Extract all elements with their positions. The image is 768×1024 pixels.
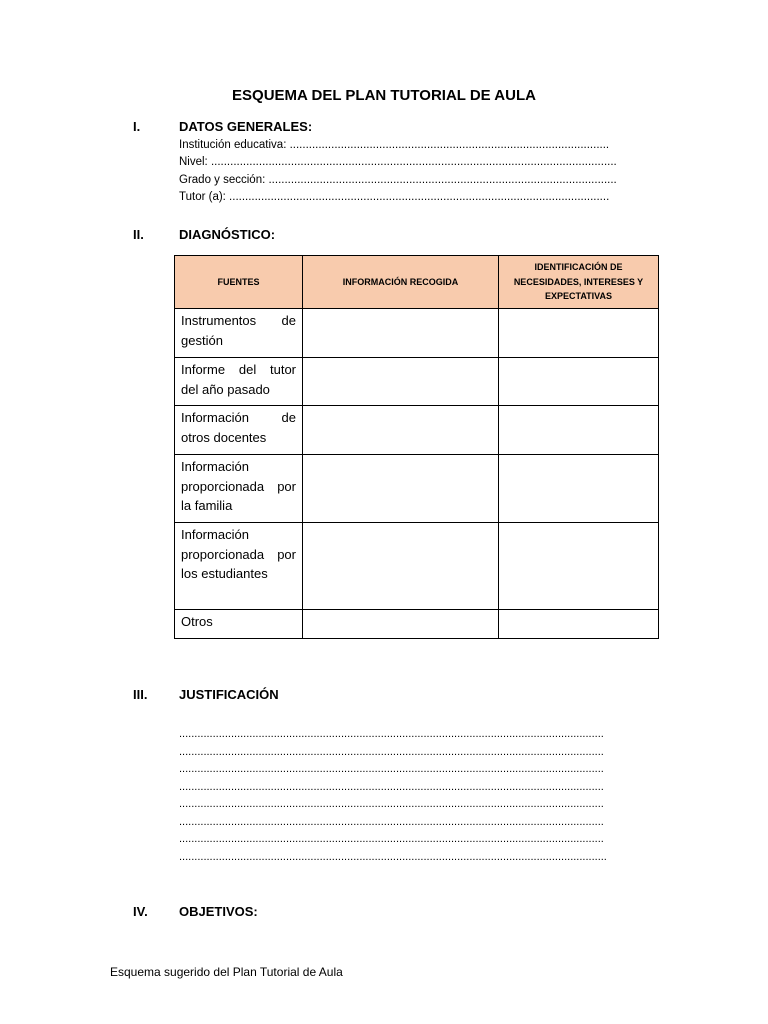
source-cell: Información proporcionada por la familia xyxy=(175,455,303,523)
identificacion-cell[interactable] xyxy=(499,406,659,455)
field-institucion: Institución educativa: .................................................................................................... xyxy=(179,139,610,151)
table-row xyxy=(175,406,659,455)
header-fuentes: FUENTES xyxy=(175,256,303,309)
table-row xyxy=(175,309,659,358)
table-row xyxy=(175,358,659,406)
informacion-cell[interactable] xyxy=(303,358,499,406)
justificacion-line: ........................................................................................................................................... xyxy=(179,833,604,845)
identificacion-cell[interactable] xyxy=(499,455,659,523)
section-3-title: JUSTIFICACIÓN xyxy=(179,687,279,702)
table-header-row xyxy=(175,256,659,309)
section-1-title: DATOS GENERALES: xyxy=(179,119,313,134)
section-1-number: I. xyxy=(133,119,141,134)
header-informacion-recogida: INFORMACIÓN RECOGIDA xyxy=(303,256,499,309)
identificacion-cell[interactable] xyxy=(499,523,659,610)
section-2-number: II. xyxy=(133,227,144,242)
source-cell: Información de otros docentes xyxy=(175,406,303,455)
page-footer: Esquema sugerido del Plan Tutorial de Aula xyxy=(110,965,343,979)
diagnostico-table xyxy=(174,255,659,639)
justificacion-line: ........................................................................................................................................... xyxy=(179,798,604,810)
section-3-number: III. xyxy=(133,687,148,702)
section-4-number: IV. xyxy=(133,904,148,919)
section-4-title: OBJETIVOS: xyxy=(179,904,258,919)
informacion-cell[interactable] xyxy=(303,309,499,358)
document-title: ESQUEMA DEL PLAN TUTORIAL DE AULA xyxy=(232,87,536,104)
header-identificacion: IDENTIFICACIÓN DE NECESIDADES, INTERESES Y EXPECTATIVAS xyxy=(499,256,659,309)
informacion-cell[interactable] xyxy=(303,455,499,523)
table-row xyxy=(175,610,659,639)
table-row xyxy=(175,455,659,523)
justificacion-line: ........................................................................................................................................... xyxy=(179,746,604,758)
source-cell: Otros xyxy=(175,610,303,639)
field-tutor: Tutor (a): ....................................................................................................................... xyxy=(179,191,610,203)
identificacion-cell[interactable] xyxy=(499,610,659,639)
informacion-cell[interactable] xyxy=(303,610,499,639)
source-cell: Informe del tutor del año pasado xyxy=(175,358,303,406)
field-nivel: Nivel: ............................................................................................................................... xyxy=(179,156,617,168)
table-row xyxy=(175,523,659,610)
section-2-title: DIAGNÓSTICO: xyxy=(179,227,276,242)
identificacion-cell[interactable] xyxy=(499,309,659,358)
identificacion-cell[interactable] xyxy=(499,358,659,406)
justificacion-line: ........................................................................................................................................... xyxy=(179,763,604,775)
informacion-cell[interactable] xyxy=(303,523,499,610)
justificacion-line: ............................................................................................................................................ xyxy=(179,851,607,863)
source-cell: Instrumentos de gestión xyxy=(175,309,303,358)
informacion-cell[interactable] xyxy=(303,406,499,455)
justificacion-line: ........................................................................................................................................... xyxy=(179,781,604,793)
justificacion-line: ........................................................................................................................................... xyxy=(179,728,604,740)
source-cell: Información proporcionada por los estudiantes xyxy=(175,523,303,610)
field-grado-seccion: Grado y sección: ............................................................................................................. xyxy=(179,174,617,186)
justificacion-line: ........................................................................................................................................... xyxy=(179,816,604,828)
